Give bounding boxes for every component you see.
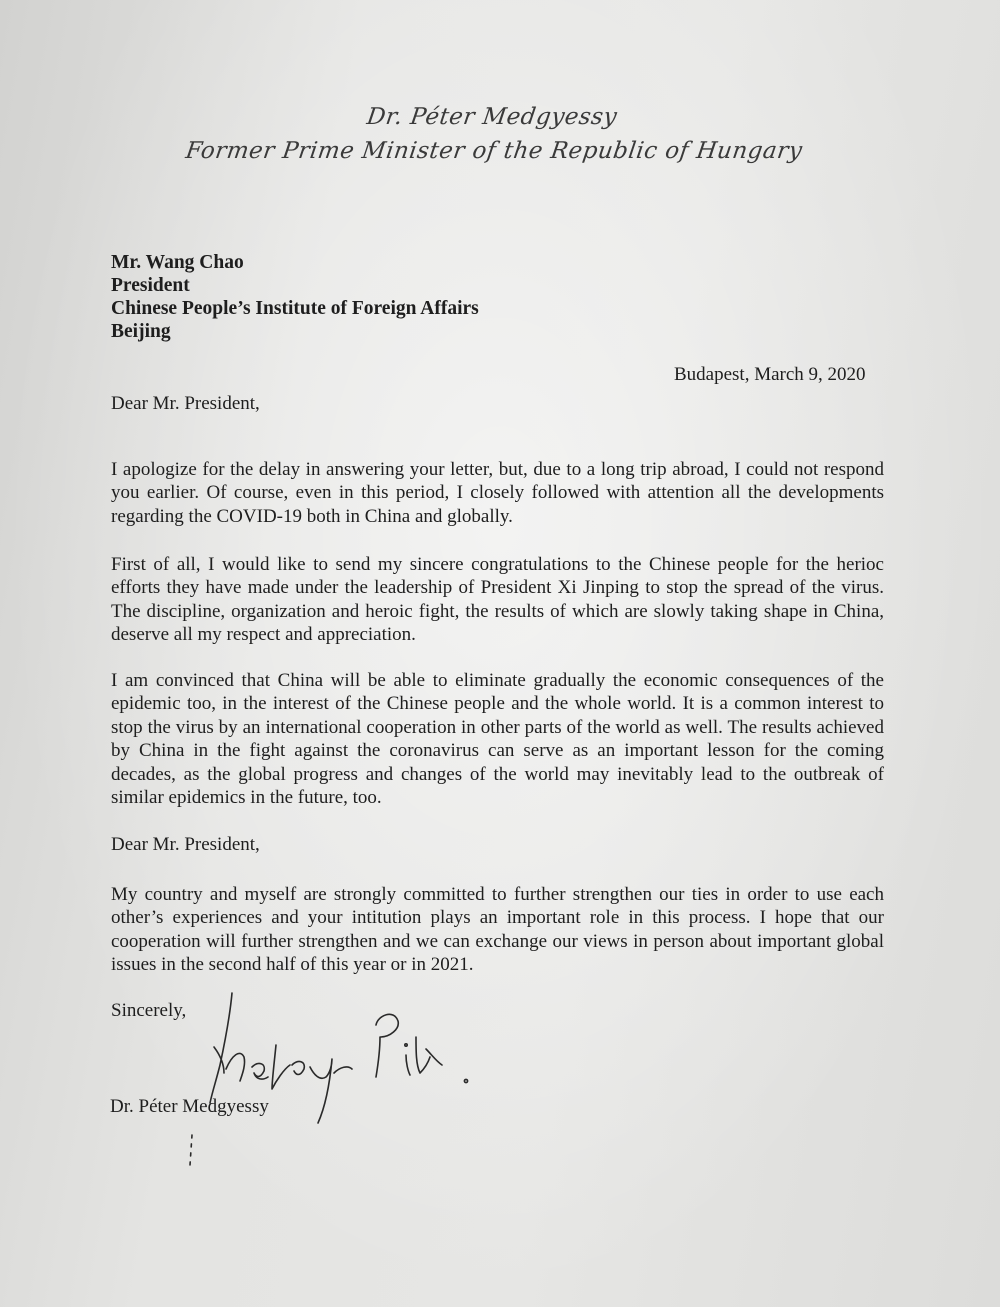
paragraph-1: I apologize for the delay in answering your letter, but, due to a long trip abroad, I could not respond you earlier. Of course, even in this period, I closely followed with attention all the developments regarding the COVID-19 both in China and globally. (111, 459, 884, 527)
letterhead-name: Dr. Péter Medgyessy (365, 104, 619, 130)
recipient-city: Beijing (111, 321, 171, 342)
handwritten-signature (180, 985, 480, 1175)
paragraph-2: First of all, I would like to send my sincere congratulations to the Chinese people for the herioc efforts they have made under the leadership of President Xi Jinping to stop the spread of the virus. The discipline, organization and heroic fight, the results of which are slowly taking shape in China, deserve all my respect and appreciation. (111, 554, 884, 646)
recipient-address (111, 251, 479, 343)
signature-name: Dr. Péter Medgyessy (110, 1096, 269, 1117)
recipient-organization: Chinese People’s Institute of Foreign Affairs (111, 298, 479, 319)
recipient-name: Mr. Wang Chao (111, 252, 244, 273)
closing: Sincerely, (111, 1000, 187, 1021)
letterhead-title: Former Prime Minister of the Republic of Hungary (183, 138, 805, 164)
salutation: Dear Mr. President, (111, 393, 260, 414)
recipient-position: President (111, 275, 190, 296)
paragraph-3: I am convinced that China will be able to eliminate gradually the economic consequences of the epidemic too, in the interest of the Chinese people and the whole world. It is a common interest to stop the virus by an international cooperation in other parts of the world as well. The results achieved by China in the fight against the coronavirus can serve as an important lesson for the coming decades, as the global progress and changes of the world may inevitably lead to the outbreak of similar epidemics in the future, too. (111, 670, 884, 809)
letter-date: Budapest, March 9, 2020 (674, 364, 866, 385)
paragraph-4: My country and myself are strongly committed to further strengthen our ties in order to use each other’s experiences and your intitution plays an important role in this process. I hope that our cooperation will further strengthen and we can exchange our views in person about important global issues in the second half of this year or in 2021. (111, 884, 884, 976)
salutation-2: Dear Mr. President, (111, 834, 260, 855)
